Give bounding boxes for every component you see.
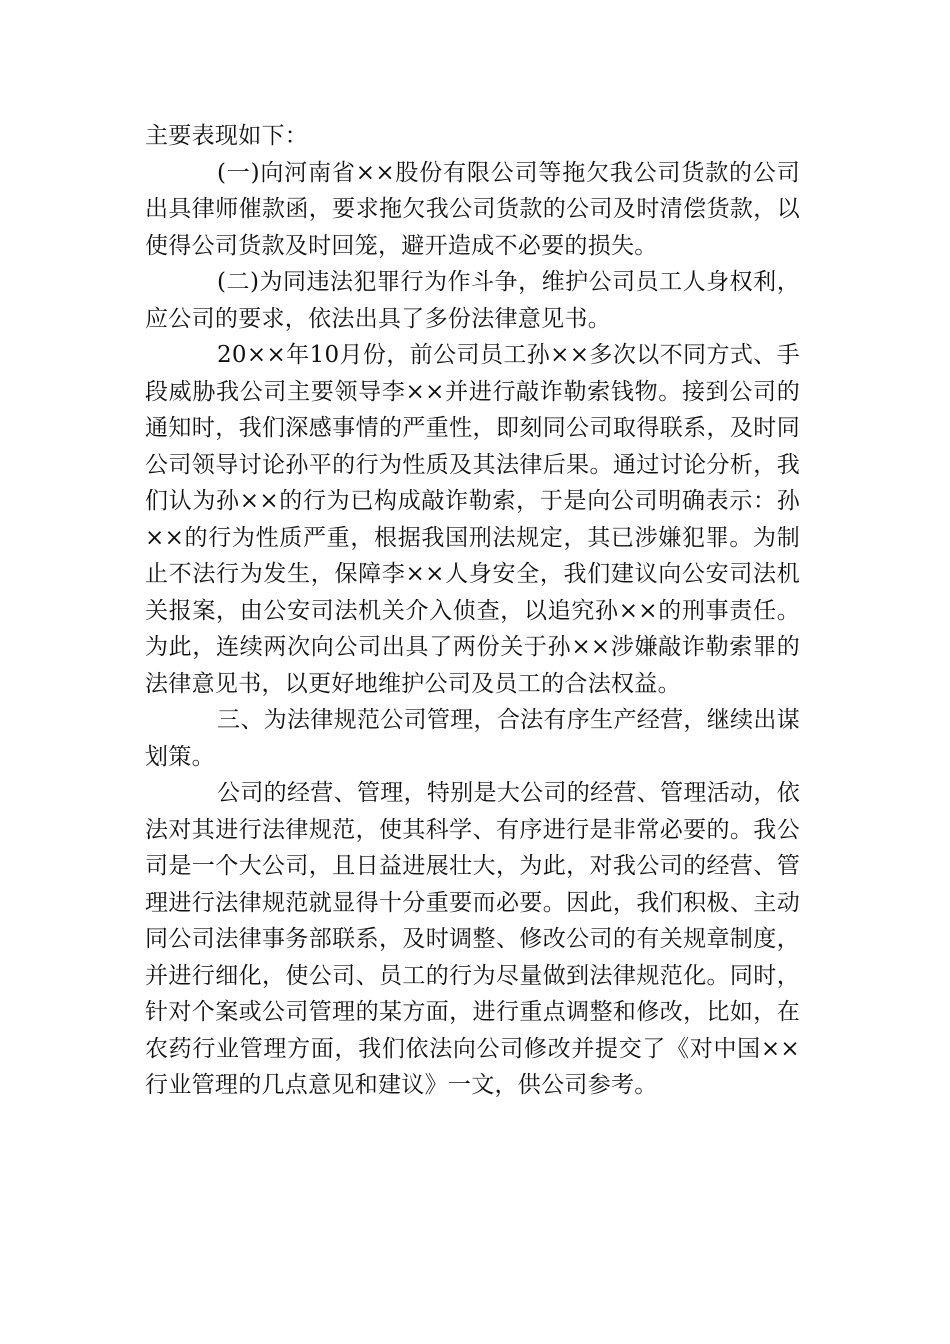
paragraph-case-detail: 20××年10月份，前公司员工孙××多次以不同方式、手段威胁我公司主要领导李××并进行敲诈勒索钱物。接到公司的通知时，我们深感事情的严重性，即刻同公司取得联系，及时同公司领导讨论孙平的行为性质及其法律后果。通过讨论分析，我们认为孙××的行为已构成敲诈勒索，于是向公司明确表示：孙××的行为性质严重，根据我国刑法规定，其已涉嫌犯罪。为制止不法行为发生，保障李××人身安全，我们建议向公安司法机关报案，由公安司法机关介入侦查，以追究孙××的刑事责任。为此，连续两次向公司出具了两份关于孙××涉嫌敲诈勒索罪的法律意见书，以更好地维护公司及员工的合法权益。 bbox=[145, 342, 800, 697]
paragraph-management: 公司的经营、管理，特别是大公司的经营、管理活动，依法对其进行法律规范，使其科学、有序进行是非常必要的。我公司是一个大公司，且日益进展壮大，为此，对我公司的经营、管理进行法律规范就显得十分重要而必要。因此，我们积极、主动同公司法律事务部联系，及时调整、修改公司的有关规章制度，并进行细化，使公司、员工的行为尽量做到法律规范化。同时，针对个案或公司管理的某方面，进行重点调整和修改，比如，在农药行业管理方面，我们依法向公司修改并提交了《对中国××行业管理的几点意见和建议》一文，供公司参考。 bbox=[145, 780, 800, 1098]
paragraph-intro: 主要表现如下： bbox=[145, 123, 309, 149]
paragraph-section-3-heading: 三、为法律规范公司管理，合法有序生产经营，继续出谋划策。 bbox=[145, 707, 800, 770]
document-body bbox=[145, 118, 800, 1104]
paragraph-item-1: (一)向河南省××股份有限公司等拖欠我公司货款的公司出具律师催款函，要求拖欠我公司货款的公司及时清偿货款，以使得公司货款及时回笼，避开造成不必要的损失。 bbox=[145, 159, 800, 259]
paragraph-item-2: (二)为同违法犯罪行为作斗争，维护公司员工人身权利，应公司的要求，依法出具了多份法律意见书。 bbox=[145, 269, 800, 332]
